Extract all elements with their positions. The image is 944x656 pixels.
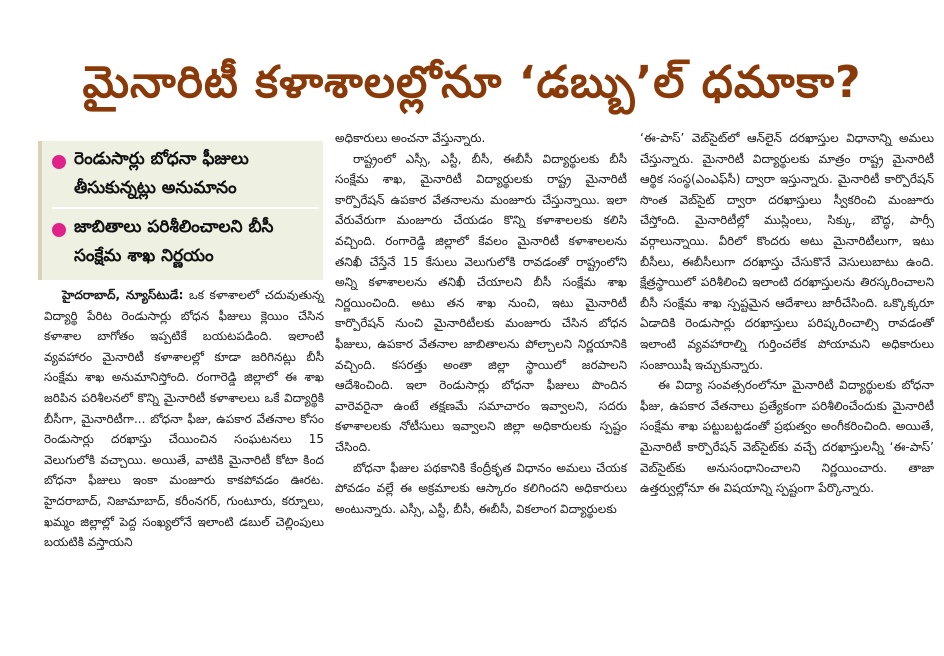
article-column-2 [335,128,627,519]
highlight-text: జాబితాలు పరిశీలించాలని బీసీ సంక్షేమ శాఖ నిర్ణయం [74,217,274,266]
article-paragraph: రాష్ట్రంలో ఎస్సీ, ఎస్టీ, బీసీ, ఈబీసీ విద్యార్థులకు బీసీ సంక్షేమ శాఖ, మైనారిటీ విద్యార్థులకు రాష్ట్ర మైనారిటీ కార్పొరేషన్ ఉపకార వేతనాలను మంజూరు చేస్తున్నాయి. ఇలా వేరువేరుగా మంజూరు చేయడం కొన్ని కళాశాలలకు కలిసి వచ్చింది. రంగారెడ్డి జిల్లాలో కేవలం మైనారిటీ కళాశాలలను తనిఖీ చేస్తేనే 15 కేసులు వెలుగులోకి రావడంతో రాష్ట్రంలోని అన్ని కళాశాలలను తనిఖీ చేయాలని బీసీ సంక్షేమ శాఖ నిర్ణయించింది. అటు తన శాఖ నుంచి, ఇటు మైనారిటీ కార్పొరేషన్ నుంచి మైనారిటీలకు మంజూరు చేసిన బోధన ఫీజులు, ఉపకార వేతనాల జాబితాలను పోల్చాలని నిర్ణయానికి వచ్చింది. కసరత్తు అంతా జిల్లా స్థాయిలో జరపాలని ఆదేశించింది. ఇలా రెండుసార్లు బోధనా ఫీజులు పొందిన వారెవరైనా ఉంటే తక్షణమే సమాచారం ఇవ్వాలని, సదరు కళాశాలలకు నోటీసులు ఇవ్వాలని జిల్లా అధికారులకు స్పష్టం చేసింది. [335,151,627,454]
article-paragraph: అధికారులు అంచనా వేస్తున్నారు. [335,131,486,145]
article-paragraph: బోధనా ఫీజుల పథకానికి కేంద్రీకృత విధానం అమలు చేయక పోవడం వల్లే ఈ అక్రమాలకు ఆస్కారం కలిగిందని అధికారులు అంటున్నారు. ఎస్సీ, ఎస్టీ, బీసీ, ఈబీసీ, వికలాంగ విద్యార్థులకు [335,460,627,516]
bullet-dot-icon [52,223,66,237]
highlights-box [38,141,323,280]
highlight-item [52,145,319,203]
highlight-text: రెండుసార్లు బోధనా ఫీజులు తీసుకున్నట్లు అనుమానం [74,149,249,198]
bullet-dot-icon [52,155,66,169]
article-column-3 [640,128,934,499]
article-paragraph: ‘ఈ-పాస్’ వెబ్‌సైట్‌లో ఆన్‌లైన్ దరఖాస్తుల విధానాన్ని అమలు చేస్తున్నారు. మైనారిటీ విద్యార్థులకు మాత్రం రాష్ట్ర మైనారిటీ ఆర్థిక సంస్థ(ఎంఎఫ్‌సీ) ద్వారా ఇస్తున్నారు. మైనారిటీ కార్పొరేషన్ సొంత వెబ్‌సైట్ ద్వారా దరఖాస్తులు స్వీకరించి మంజూరు చేస్తోంది. మైనారిటీల్లో ముస్లింలు, సిక్కు, బౌద్ధ, పార్సీ వర్గాలున్నాయి. వీరిలో కొందరు అటు మైనారిటీలుగా, ఇటు బీసీలు, ఈబీసీలుగా దరఖాస్తు చేసుకొనే వెసులుబాటు ఉంది. క్షేత్రస్థాయిలో పరిశీలించి ఇలాంటి దరఖాస్తులను తిరస్కరించాలని బీసీ సంక్షేమ శాఖ స్పష్టమైన ఆదేశాలు జారీచేసింది. ఒక్కొక్కరూ ఏడాదికి రెండుసార్లు దరఖాస్తులు పరిష్కరించాల్సి రావడంతో ఇలాంటి వ్యవహారాల్ని గుర్తించలేక పోయామని అధికారులు సంజాయిషీ ఇచ్చుకున్నారు. [640,131,934,372]
article-text: ఒక కళాశాలలో చదువుతున్న విద్యార్థి పేరిట రెండుసార్లు బోధన ఫీజులు క్లెయిం చేసిన కళాశాల బాగోతం ఇప్పటికే బయటపడింది. ఇలాంటి వ్యవహారం మైనారిటీ కళాశాలల్లో కూడా జరిగినట్లు బీసీ సంక్షేమ శాఖ అనుమానిస్తోంది. రంగారెడ్డి జిల్లాలో ఈ శాఖ జరిపిన పరిశీలనలో కొన్ని మైనారిటీ కళాశాలలు ఒకే విద్యార్థికి బీసీగా, మైనారిటీగా... బోధనా ఫీజు, ఉపకార వేతనాల కోసం రెండుసార్లు దరఖాస్తు చేయించిన సంఘటనలు 15 వెలుగులోకి వచ్చాయి. అయితే, వాటికి మైనారిటీ కోటా కింద బోధనా ఫీజులు ఇంకా మంజూరు కాకపోవడం ఊరట. హైదరాబాద్, నిజామాబాద్, కరీంనగర్, గుంటూరు, కర్నూలు, ఖమ్మం జిల్లాల్లో పెద్ద సంఖ్యలోనే ఇలాంటి డబుల్ చెల్లింపులు బయటికి వస్తాయని [44,288,324,550]
highlight-item [52,207,319,271]
article-paragraph [44,285,324,553]
article-paragraph: ఈ విద్యా సంవత్సరంలోనూ మైనారిటీ విద్యార్థులకు బోధనా ఫీజు, ఉపకార వేతనాలు ప్రత్యేకంగా పరిశీలించేందుకు మైనారిటీ సంక్షేమ శాఖ పట్టుబట్టడంతో ప్రభుత్వం అంగీకరించింది. అయితే, మైనారిటీ కార్పొరేషన్ వెబ్‌సైట్‌కు వచ్చే దరఖాస్తులన్నీ ‘ఈ-పాస్’ వెబ్‌సైట్‌కు అనుసంధానించాలని నిర్ణయించారు. తాజా ఉత్తర్వుల్లోనూ ఈ విషయాన్ని స్పష్టంగా పేర్కొన్నారు. [640,378,934,496]
dateline: హైదరాబాద్, న్యూస్‌టుడే: [62,288,184,302]
article-column-1 [44,285,324,553]
headline: మైనారిటీ కళాశాలల్లోనూ ‘డబ్బు’ల్ ధమాకా? [82,57,862,108]
